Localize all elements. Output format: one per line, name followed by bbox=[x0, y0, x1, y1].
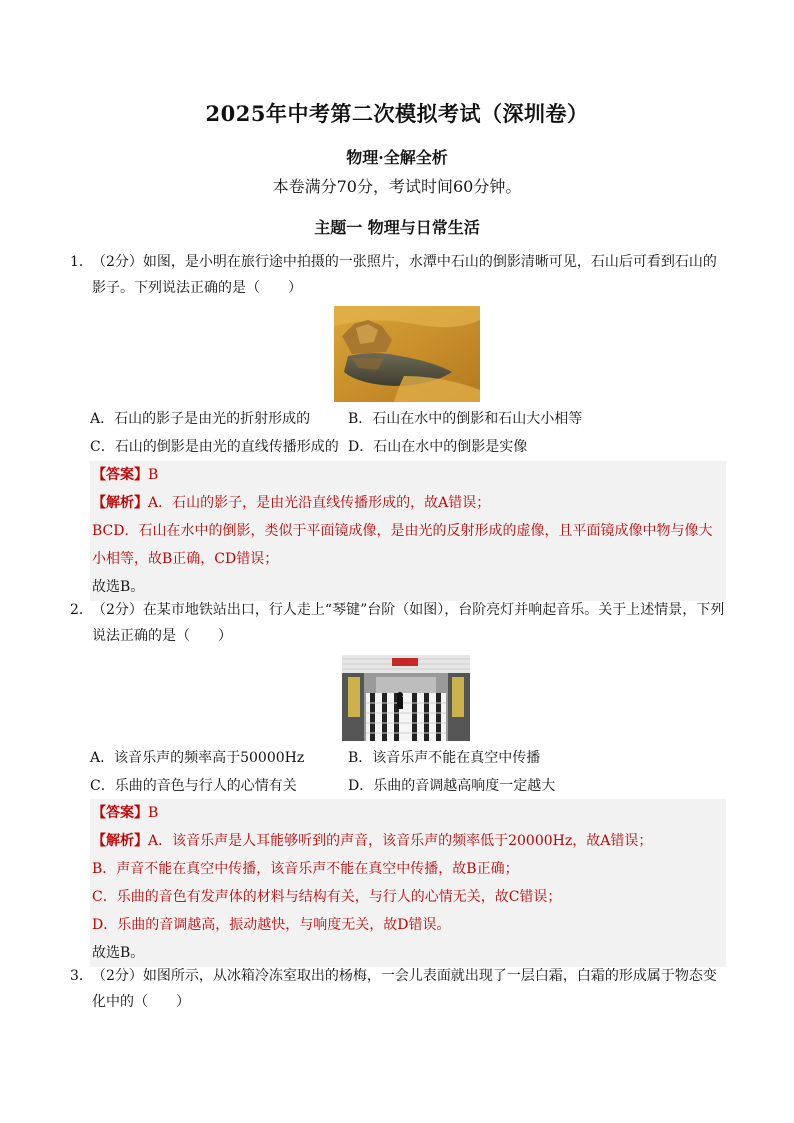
option-a: A．石山的影子是由光的折射形成的 bbox=[90, 411, 311, 427]
page-subtitle: 物理·全解全析 bbox=[346, 148, 448, 167]
question-stem-continued: 说法正确的是（ ） bbox=[92, 628, 232, 644]
answer-tag: 【答案】 bbox=[92, 805, 148, 821]
question-2-options bbox=[90, 744, 730, 800]
answer-value: B bbox=[148, 467, 159, 483]
option-d: D．石山在水中的倒影是实像 bbox=[348, 439, 528, 455]
question-stem: （2分）如图，是小明在旅行途中拍摄的一张照片，水潭中石山的倒影清晰可见，石山后可看到石山的 bbox=[92, 254, 717, 270]
option-b: B．石山在水中的倒影和石山大小相等 bbox=[348, 411, 583, 427]
question-3 bbox=[70, 963, 730, 1015]
option-a: A．该音乐声的频率高于50000Hz bbox=[90, 750, 305, 766]
piano-stairs-photo bbox=[342, 655, 470, 741]
analysis-tag: 【解析】 bbox=[92, 495, 148, 511]
question-1-answer-box bbox=[90, 461, 726, 601]
answer-tag: 【答案】 bbox=[92, 467, 148, 483]
analysis-line: 小相等，故B正确，CD错误； bbox=[92, 551, 279, 567]
analysis-line: A．该音乐声是人耳能够听到的声音，该音乐声的频率低于20000Hz，故A错误； bbox=[148, 833, 653, 849]
option-c: C．石山的倒影是由光的直线传播形成的 bbox=[90, 439, 339, 455]
question-number: 2． bbox=[70, 602, 93, 618]
analysis-line: BCD．石山在水中的倒影，类似于平面镜成像，是由光的反射形成的虚像，且平面镜成像中物与像大 bbox=[92, 523, 713, 539]
question-2 bbox=[70, 597, 730, 649]
analysis-tag: 【解析】 bbox=[92, 833, 148, 849]
rock-reflection-photo bbox=[334, 306, 480, 402]
option-d: D．乐曲的音调越高响度一定越大 bbox=[348, 778, 556, 794]
analysis-line: B．声音不能在真空中传播，该音乐声不能在真空中传播，故B正确； bbox=[92, 861, 519, 877]
answer-value: B bbox=[148, 805, 159, 821]
analysis-line: C．乐曲的音色有发声体的材料与结构有关，与行人的心情无关，故C错误； bbox=[92, 889, 562, 905]
question-stem-continued: 化中的（ ） bbox=[92, 994, 190, 1010]
section-heading: 主题一 物理与日常生活 bbox=[314, 218, 480, 237]
option-c: C．乐曲的音色与行人的心情有关 bbox=[90, 778, 297, 794]
question-stem: （2分）在某市地铁站出口，行人走上“琴键”台阶（如图），台阶亮灯并响起音乐。关于上述情景，下列 bbox=[92, 602, 725, 618]
answer-conclusion: 故选B。 bbox=[92, 945, 145, 961]
question-1-options bbox=[90, 405, 730, 461]
analysis-line: D．乐曲的音调越高，振动越快，与响度无关，故D错误。 bbox=[92, 917, 451, 933]
exam-note: 本卷满分70分，考试时间60分钟。 bbox=[272, 177, 522, 196]
option-b: B．该音乐声不能在真空中传播 bbox=[348, 750, 541, 766]
question-number: 3． bbox=[70, 968, 93, 984]
question-stem: （2分）如图所示，从冰箱冷冻室取出的杨梅，一会儿表面就出现了一层白霜，白霜的形成属于物态变 bbox=[92, 968, 717, 984]
question-number: 1． bbox=[70, 254, 93, 270]
answer-conclusion: 故选B。 bbox=[92, 579, 145, 595]
question-stem-continued: 影子。下列说法正确的是（ ） bbox=[92, 280, 302, 296]
question-2-answer-box bbox=[90, 799, 726, 967]
page-title: 2025年中考第二次模拟考试（深圳卷） bbox=[205, 101, 589, 126]
question-1 bbox=[70, 249, 730, 301]
analysis-line: A．石山的影子，是由光沿直线传播形成的，故A错误； bbox=[148, 495, 491, 511]
